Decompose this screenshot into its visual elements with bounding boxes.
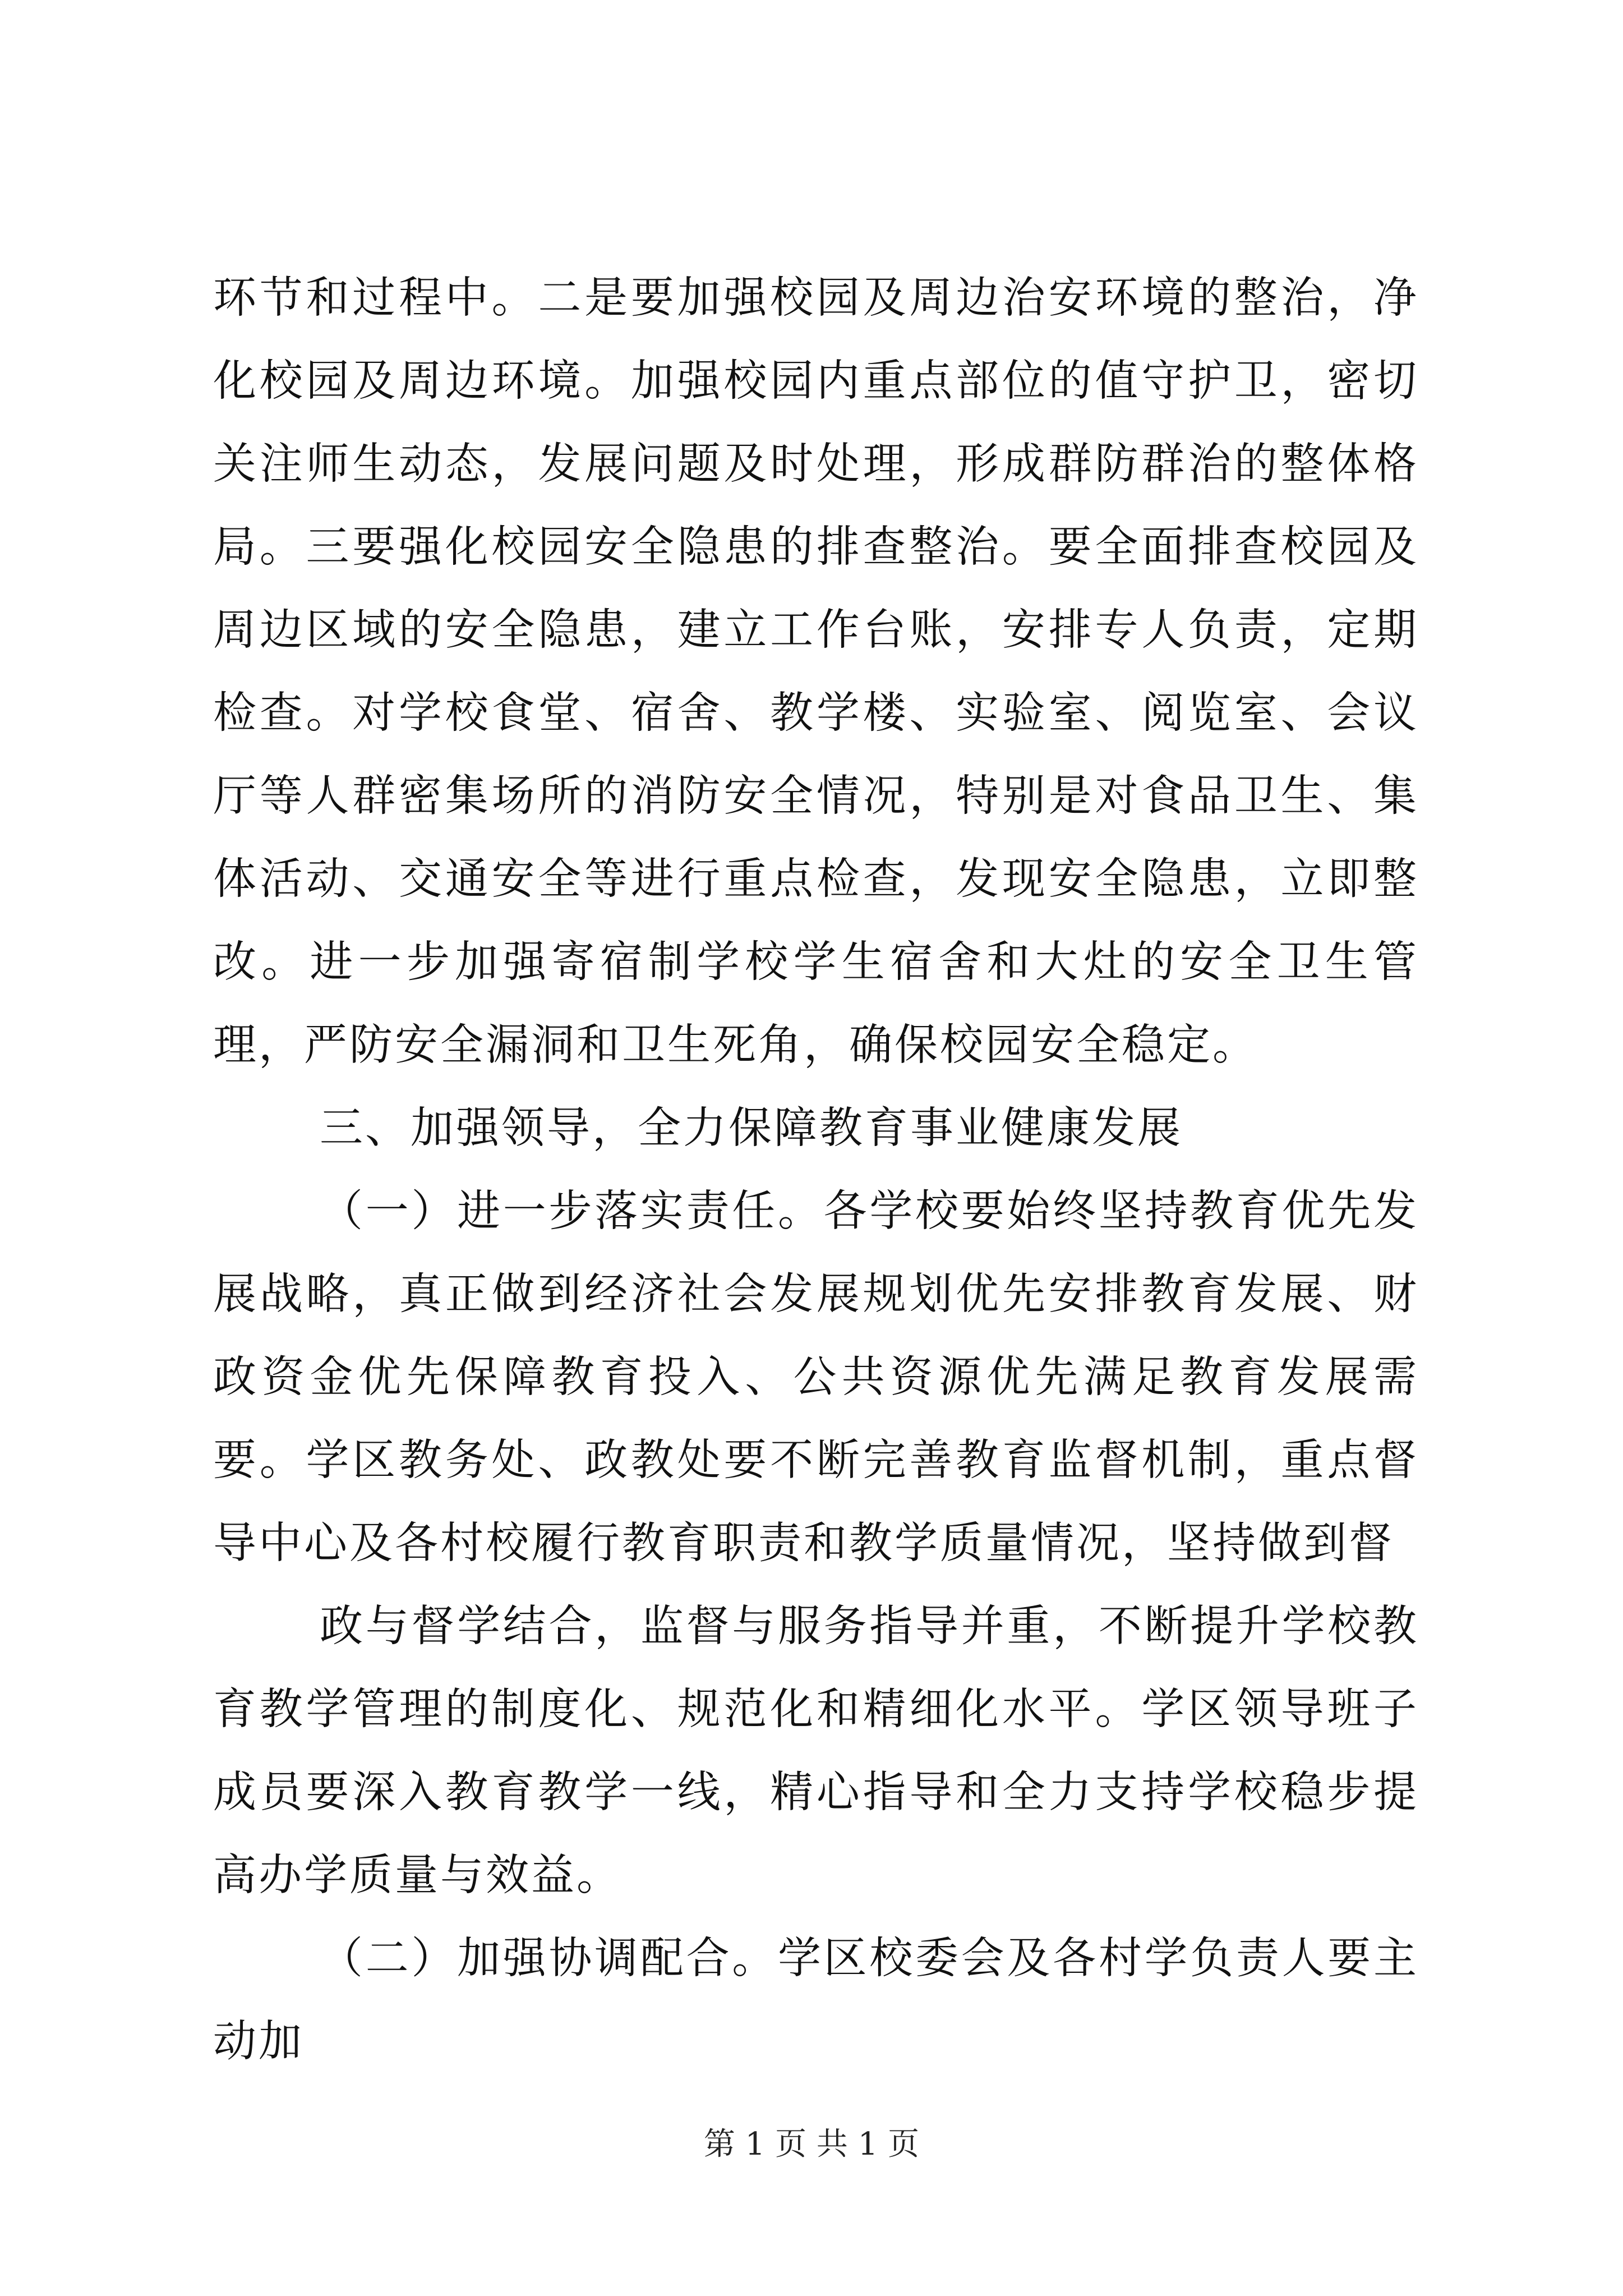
page-number-footer: 第 1 页 共 1 页 bbox=[703, 2126, 920, 2162]
paragraph-school-safety-continued: 环节和过程中。二是要加强校园及周边治安环境的整治，净化校园及周边环境。加强校园内重点部位的值守护卫，密切关注师生动态，发展问题及时处理，形成群防群治的整体格局。三要强化校园安全隐患的排查整治。要全面排查校园及周边区域的安全隐患，建立工作台账，安排专人负责，定期检查。对学校食堂、宿舍、教学楼、实验室、阅览室、会议厅等人群密集场所的消防安全情况，特别是对食品卫生、集体活动、交通安全等进行重点检查，发现安全隐患，立即整改。进一步加强寄宿制学校学生宿舍和大灶的安全卫生管理，严防安全漏洞和卫生死角，确保校园安全稳定。 bbox=[213, 273, 1419, 1070]
document-body bbox=[213, 257, 1419, 2083]
paragraph-responsibility: （一）进一步落实责任。各学校要始终坚持教育优先发展战略，真正做到经济社会发展规划优先安排教育发展、财政资金优先保障教育投入、公共资源优先满足教育发展需要。学区教务处、政教处要不断完善教育监督机制，重点督导中心及各村校履行教育职责和教学质量情况，坚持做到督 bbox=[213, 1186, 1419, 1568]
paragraph-coordination: （二）加强协调配合。学区校委会及各村学负责人要主动加 bbox=[213, 1934, 1419, 2067]
section-heading-leadership: 三、加强领导，全力保障教育事业健康发展 bbox=[320, 1103, 1183, 1153]
paragraph-supervision: 政与督学结合，监督与服务指导并重，不断提升学校教育教学管理的制度化、规范化和精细化水平。学区领导班子成员要深入教育教学一线，精心指导和全力支持学校稳步提高办学质量与效益。 bbox=[213, 1602, 1419, 1901]
